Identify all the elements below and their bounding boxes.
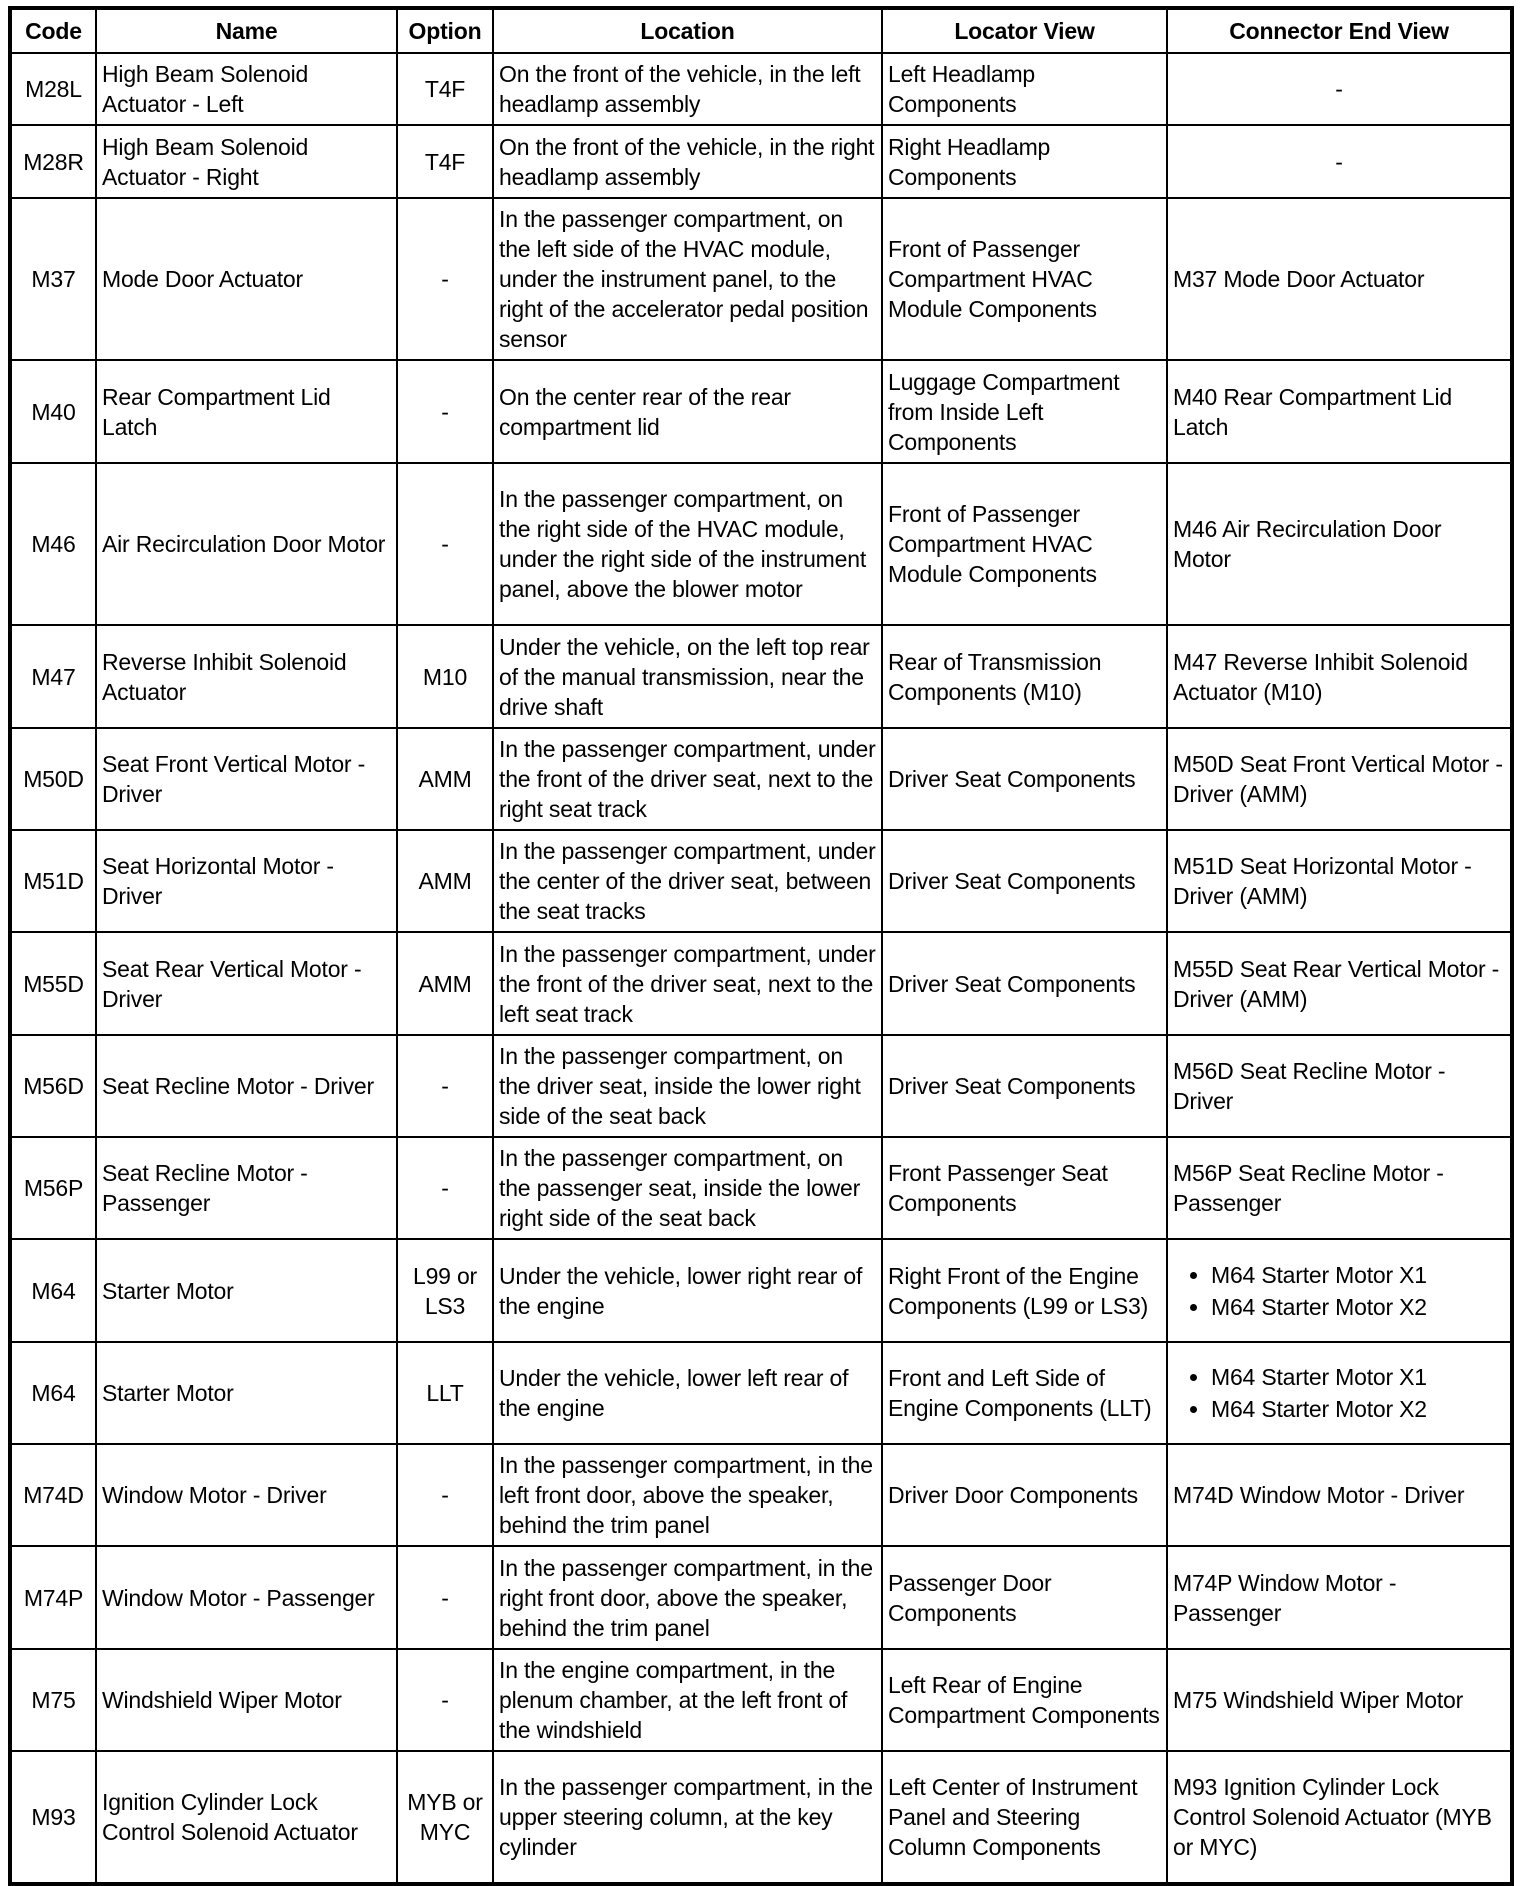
cell-location: Under the vehicle, lower left rear of the engine — [493, 1342, 882, 1444]
cell-location: In the passenger compartment, on the right side of the HVAC module, under the right side of the instrument panel, above the blower motor — [493, 463, 882, 625]
cell-option: - — [397, 1137, 493, 1239]
cell-locator: Left Rear of Engine Compartment Components — [882, 1649, 1167, 1751]
cell-option: - — [397, 1649, 493, 1751]
header-option: Option — [397, 8, 493, 53]
cell-location: In the passenger compartment, on the left side of the HVAC module, under the instrument panel, to the right of the accelerator pedal position sensor — [493, 198, 882, 360]
cell-connector: M51D Seat Horizontal Motor - Driver (AMM) — [1167, 830, 1512, 932]
cell-name: Seat Front Vertical Motor - Driver — [96, 728, 397, 830]
cell-connector: M46 Air Recirculation Door Motor — [1167, 463, 1512, 625]
cell-code: M51D — [10, 830, 96, 932]
cell-connector: M56P Seat Recline Motor - Passenger — [1167, 1137, 1512, 1239]
table-row — [10, 1137, 1512, 1239]
connector-list — [1173, 1361, 1505, 1425]
cell-option: - — [397, 1444, 493, 1546]
cell-code: M56P — [10, 1137, 96, 1239]
cell-connector: M93 Ignition Cylinder Lock Control Solenoid Actuator (MYB or MYC) — [1167, 1751, 1512, 1884]
cell-locator: Rear of Transmission Components (M10) — [882, 625, 1167, 728]
table-header-row — [10, 8, 1512, 53]
header-locator-view: Locator View — [882, 8, 1167, 53]
cell-code: M46 — [10, 463, 96, 625]
cell-name: Rear Compartment Lid Latch — [96, 360, 397, 463]
table-row — [10, 53, 1512, 125]
connector-list-item: • M64 Starter Motor X2 — [1211, 1291, 1505, 1323]
cell-connector: M74D Window Motor - Driver — [1167, 1444, 1512, 1546]
cell-code: M74D — [10, 1444, 96, 1546]
cell-location: In the passenger compartment, under the front of the driver seat, next to the right seat track — [493, 728, 882, 830]
cell-code: M56D — [10, 1035, 96, 1137]
cell-location: In the passenger compartment, under the front of the driver seat, next to the left seat track — [493, 932, 882, 1035]
cell-code: M28L — [10, 53, 96, 125]
table-row — [10, 1751, 1512, 1884]
cell-location: In the passenger compartment, in the left front door, above the speaker, behind the trim panel — [493, 1444, 882, 1546]
cell-location: In the passenger compartment, in the upper steering column, at the key cylinder — [493, 1751, 882, 1884]
cell-locator: Driver Door Components — [882, 1444, 1167, 1546]
cell-code: M55D — [10, 932, 96, 1035]
connector-list-item: • M64 Starter Motor X1 — [1211, 1361, 1505, 1393]
table-body — [10, 53, 1512, 1884]
cell-option: - — [397, 1546, 493, 1649]
cell-name: Seat Recline Motor - Passenger — [96, 1137, 397, 1239]
cell-locator: Left Headlamp Components — [882, 53, 1167, 125]
cell-locator: Driver Seat Components — [882, 932, 1167, 1035]
cell-option: LLT — [397, 1342, 493, 1444]
table-row — [10, 463, 1512, 625]
connector-list-item: • M64 Starter Motor X1 — [1211, 1259, 1505, 1291]
cell-name: Windshield Wiper Motor — [96, 1649, 397, 1751]
connector-list — [1173, 1259, 1505, 1323]
cell-name: High Beam Solenoid Actuator - Right — [96, 125, 397, 198]
cell-option: M10 — [397, 625, 493, 728]
cell-option: T4F — [397, 125, 493, 198]
table-row — [10, 198, 1512, 360]
table-row — [10, 1444, 1512, 1546]
connector-list-item: • M64 Starter Motor X2 — [1211, 1393, 1505, 1425]
cell-locator: Front of Passenger Compartment HVAC Module Components — [882, 463, 1167, 625]
table-row — [10, 1035, 1512, 1137]
cell-location: In the passenger compartment, in the right front door, above the speaker, behind the trim panel — [493, 1546, 882, 1649]
cell-code: M47 — [10, 625, 96, 728]
cell-code: M28R — [10, 125, 96, 198]
cell-name: High Beam Solenoid Actuator - Left — [96, 53, 397, 125]
cell-name: Starter Motor — [96, 1342, 397, 1444]
cell-locator: Front and Left Side of Engine Components (LLT) — [882, 1342, 1167, 1444]
cell-option: - — [397, 360, 493, 463]
cell-code: M93 — [10, 1751, 96, 1884]
cell-locator: Front of Passenger Compartment HVAC Module Components — [882, 198, 1167, 360]
cell-option: AMM — [397, 830, 493, 932]
cell-location: In the passenger compartment, on the passenger seat, inside the lower right side of the seat back — [493, 1137, 882, 1239]
cell-locator: Front Passenger Seat Components — [882, 1137, 1167, 1239]
cell-name: Ignition Cylinder Lock Control Solenoid Actuator — [96, 1751, 397, 1884]
cell-name: Seat Horizontal Motor - Driver — [96, 830, 397, 932]
component-locator-table — [8, 6, 1514, 1886]
cell-name: Starter Motor — [96, 1239, 397, 1342]
cell-code: M37 — [10, 198, 96, 360]
cell-name: Seat Recline Motor - Driver — [96, 1035, 397, 1137]
cell-locator: Right Front of the Engine Components (L99 or LS3) — [882, 1239, 1167, 1342]
cell-location: On the front of the vehicle, in the right headlamp assembly — [493, 125, 882, 198]
cell-code: M64 — [10, 1342, 96, 1444]
cell-code: M74P — [10, 1546, 96, 1649]
cell-option: - — [397, 198, 493, 360]
cell-connector: M55D Seat Rear Vertical Motor - Driver (AMM) — [1167, 932, 1512, 1035]
table-row — [10, 830, 1512, 932]
cell-code: M75 — [10, 1649, 96, 1751]
table-row — [10, 1649, 1512, 1751]
cell-connector: - — [1167, 125, 1512, 198]
cell-code: M50D — [10, 728, 96, 830]
table-row — [10, 125, 1512, 198]
cell-option: AMM — [397, 932, 493, 1035]
cell-location: On the front of the vehicle, in the left headlamp assembly — [493, 53, 882, 125]
table-row — [10, 1342, 1512, 1444]
cell-location: Under the vehicle, lower right rear of the engine — [493, 1239, 882, 1342]
cell-connector — [1167, 1342, 1512, 1444]
cell-code: M40 — [10, 360, 96, 463]
cell-locator: Driver Seat Components — [882, 728, 1167, 830]
cell-option: AMM — [397, 728, 493, 830]
header-connector-end-view: Connector End View — [1167, 8, 1512, 53]
cell-locator: Passenger Door Components — [882, 1546, 1167, 1649]
cell-connector: M56D Seat Recline Motor - Driver — [1167, 1035, 1512, 1137]
cell-option: L99 or LS3 — [397, 1239, 493, 1342]
cell-connector: M74P Window Motor - Passenger — [1167, 1546, 1512, 1649]
header-location: Location — [493, 8, 882, 53]
header-name: Name — [96, 8, 397, 53]
cell-locator: Driver Seat Components — [882, 830, 1167, 932]
cell-connector: M50D Seat Front Vertical Motor - Driver (AMM) — [1167, 728, 1512, 830]
cell-name: Mode Door Actuator — [96, 198, 397, 360]
cell-locator: Right Headlamp Components — [882, 125, 1167, 198]
table-row — [10, 360, 1512, 463]
cell-option: T4F — [397, 53, 493, 125]
table-row — [10, 1546, 1512, 1649]
cell-name: Reverse Inhibit Solenoid Actuator — [96, 625, 397, 728]
table-row — [10, 1239, 1512, 1342]
table-row — [10, 728, 1512, 830]
cell-location: In the engine compartment, in the plenum chamber, at the left front of the windshield — [493, 1649, 882, 1751]
cell-locator: Luggage Compartment from Inside Left Components — [882, 360, 1167, 463]
cell-location: On the center rear of the rear compartment lid — [493, 360, 882, 463]
cell-locator: Driver Seat Components — [882, 1035, 1167, 1137]
cell-name: Window Motor - Driver — [96, 1444, 397, 1546]
cell-code: M64 — [10, 1239, 96, 1342]
table-row — [10, 932, 1512, 1035]
cell-option: MYB or MYC — [397, 1751, 493, 1884]
cell-option: - — [397, 1035, 493, 1137]
cell-connector: M75 Windshield Wiper Motor — [1167, 1649, 1512, 1751]
cell-locator: Left Center of Instrument Panel and Steering Column Components — [882, 1751, 1167, 1884]
cell-name: Window Motor - Passenger — [96, 1546, 397, 1649]
cell-connector — [1167, 1239, 1512, 1342]
cell-connector: M37 Mode Door Actuator — [1167, 198, 1512, 360]
cell-connector: M47 Reverse Inhibit Solenoid Actuator (M10) — [1167, 625, 1512, 728]
cell-location: In the passenger compartment, under the center of the driver seat, between the seat tracks — [493, 830, 882, 932]
cell-location: Under the vehicle, on the left top rear of the manual transmission, near the drive shaft — [493, 625, 882, 728]
cell-name: Air Recirculation Door Motor — [96, 463, 397, 625]
header-code: Code — [10, 8, 96, 53]
cell-location: In the passenger compartment, on the driver seat, inside the lower right side of the seat back — [493, 1035, 882, 1137]
cell-connector: - — [1167, 53, 1512, 125]
cell-name: Seat Rear Vertical Motor - Driver — [96, 932, 397, 1035]
cell-option: - — [397, 463, 493, 625]
cell-connector: M40 Rear Compartment Lid Latch — [1167, 360, 1512, 463]
table-row — [10, 625, 1512, 728]
